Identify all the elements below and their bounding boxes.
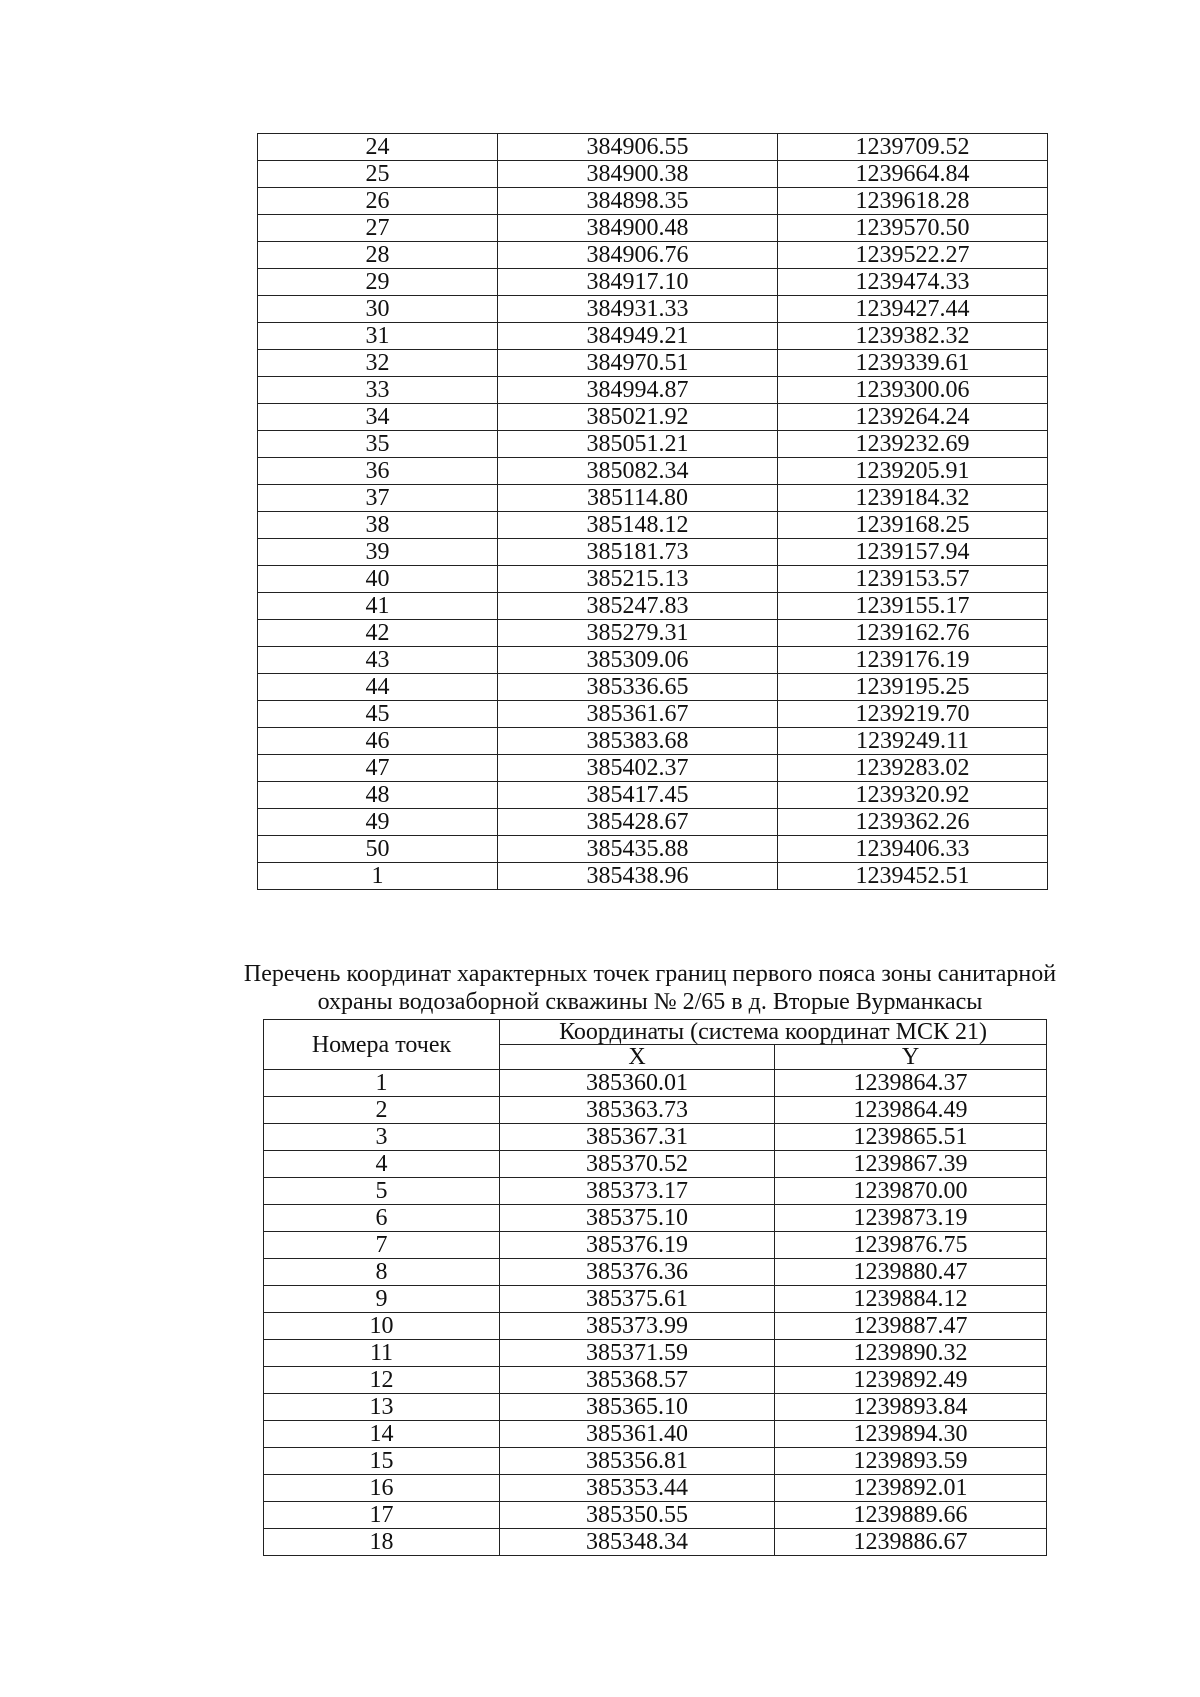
point-number-cell: 34 — [258, 404, 498, 431]
point-number-cell: 45 — [258, 701, 498, 728]
table-row — [264, 1232, 1047, 1259]
y-coordinate-cell: 1239382.32 — [778, 323, 1048, 350]
point-number-cell: 4 — [264, 1151, 500, 1178]
x-coordinate-cell: 385021.92 — [498, 404, 778, 431]
table-row — [258, 377, 1048, 404]
table-row — [264, 1259, 1047, 1286]
table-row — [258, 782, 1048, 809]
x-coordinate-cell: 385370.52 — [500, 1151, 775, 1178]
table-row — [258, 269, 1048, 296]
point-number-cell: 12 — [264, 1367, 500, 1394]
point-number-cell: 14 — [264, 1421, 500, 1448]
x-coordinate-cell: 385309.06 — [498, 647, 778, 674]
x-coordinate-cell: 384900.38 — [498, 161, 778, 188]
header-coordinates: Координаты (система координат МСК 21) — [500, 1020, 1047, 1045]
point-number-cell: 42 — [258, 620, 498, 647]
x-coordinate-cell: 385279.31 — [498, 620, 778, 647]
point-number-cell: 48 — [258, 782, 498, 809]
table-row — [264, 1529, 1047, 1556]
point-number-cell: 18 — [264, 1529, 500, 1556]
y-coordinate-cell: 1239864.49 — [775, 1097, 1047, 1124]
point-number-cell: 44 — [258, 674, 498, 701]
table-row — [258, 593, 1048, 620]
table-row — [264, 1475, 1047, 1502]
x-coordinate-cell: 385376.19 — [500, 1232, 775, 1259]
table-row — [258, 809, 1048, 836]
table-row — [258, 161, 1048, 188]
y-coordinate-cell: 1239176.19 — [778, 647, 1048, 674]
y-coordinate-cell: 1239300.06 — [778, 377, 1048, 404]
point-number-cell: 36 — [258, 458, 498, 485]
x-coordinate-cell: 385082.34 — [498, 458, 778, 485]
table-row — [258, 836, 1048, 863]
x-coordinate-cell: 385360.01 — [500, 1070, 775, 1097]
y-coordinate-cell: 1239195.25 — [778, 674, 1048, 701]
x-coordinate-cell: 385428.67 — [498, 809, 778, 836]
x-coordinate-cell: 385336.65 — [498, 674, 778, 701]
x-coordinate-cell: 385215.13 — [498, 566, 778, 593]
table-row — [264, 1097, 1047, 1124]
table-row — [258, 755, 1048, 782]
table-row — [258, 215, 1048, 242]
point-number-cell: 46 — [258, 728, 498, 755]
coordinates-table-body — [258, 134, 1048, 890]
x-coordinate-cell: 385367.31 — [500, 1124, 775, 1151]
point-number-cell: 16 — [264, 1475, 500, 1502]
table-row — [258, 431, 1048, 458]
table-row — [264, 1502, 1047, 1529]
y-coordinate-cell: 1239427.44 — [778, 296, 1048, 323]
y-coordinate-cell: 1239889.66 — [775, 1502, 1047, 1529]
table-row — [258, 485, 1048, 512]
table-row — [258, 350, 1048, 377]
table-row — [258, 296, 1048, 323]
table-row — [264, 1421, 1047, 1448]
y-coordinate-cell: 1239232.69 — [778, 431, 1048, 458]
table-row — [264, 1124, 1047, 1151]
x-coordinate-cell: 385373.99 — [500, 1313, 775, 1340]
y-coordinate-cell: 1239618.28 — [778, 188, 1048, 215]
x-coordinate-cell: 385371.59 — [500, 1340, 775, 1367]
point-number-cell: 24 — [258, 134, 498, 161]
table-row — [258, 701, 1048, 728]
x-coordinate-cell: 385348.34 — [500, 1529, 775, 1556]
table-row — [258, 566, 1048, 593]
point-number-cell: 17 — [264, 1502, 500, 1529]
table-row — [258, 134, 1048, 161]
point-number-cell: 43 — [258, 647, 498, 674]
table-row — [258, 620, 1048, 647]
coordinates-table-first-zone — [263, 1019, 1047, 1556]
point-number-cell: 10 — [264, 1313, 500, 1340]
x-coordinate-cell: 385438.96 — [498, 863, 778, 890]
point-number-cell: 5 — [264, 1178, 500, 1205]
y-coordinate-cell: 1239709.52 — [778, 134, 1048, 161]
x-coordinate-cell: 384931.33 — [498, 296, 778, 323]
point-number-cell: 38 — [258, 512, 498, 539]
y-coordinate-cell: 1239865.51 — [775, 1124, 1047, 1151]
y-coordinate-cell: 1239406.33 — [778, 836, 1048, 863]
point-number-cell: 30 — [258, 296, 498, 323]
table-row — [258, 188, 1048, 215]
y-coordinate-cell: 1239892.01 — [775, 1475, 1047, 1502]
point-number-cell: 32 — [258, 350, 498, 377]
y-coordinate-cell: 1239168.25 — [778, 512, 1048, 539]
table-caption — [180, 960, 1120, 1016]
point-number-cell: 41 — [258, 593, 498, 620]
x-coordinate-cell: 385417.45 — [498, 782, 778, 809]
y-coordinate-cell: 1239664.84 — [778, 161, 1048, 188]
table-row — [264, 1286, 1047, 1313]
point-number-cell: 6 — [264, 1205, 500, 1232]
table-row — [258, 728, 1048, 755]
point-number-cell: 11 — [264, 1340, 500, 1367]
y-coordinate-cell: 1239893.84 — [775, 1394, 1047, 1421]
table-row — [258, 242, 1048, 269]
x-coordinate-cell: 385361.67 — [498, 701, 778, 728]
table-row — [264, 1151, 1047, 1178]
y-coordinate-cell: 1239184.32 — [778, 485, 1048, 512]
table-row — [264, 1448, 1047, 1475]
x-coordinate-cell: 385363.73 — [500, 1097, 775, 1124]
point-number-cell: 2 — [264, 1097, 500, 1124]
table-row — [264, 1313, 1047, 1340]
table-row — [264, 1394, 1047, 1421]
point-number-cell: 33 — [258, 377, 498, 404]
table-row — [258, 404, 1048, 431]
y-coordinate-cell: 1239522.27 — [778, 242, 1048, 269]
y-coordinate-cell: 1239157.94 — [778, 539, 1048, 566]
y-coordinate-cell: 1239264.24 — [778, 404, 1048, 431]
point-number-cell: 31 — [258, 323, 498, 350]
x-coordinate-cell: 385114.80 — [498, 485, 778, 512]
point-number-cell: 7 — [264, 1232, 500, 1259]
x-coordinate-cell: 385356.81 — [500, 1448, 775, 1475]
x-coordinate-cell: 384906.76 — [498, 242, 778, 269]
x-coordinate-cell: 385051.21 — [498, 431, 778, 458]
table-row — [264, 1340, 1047, 1367]
point-number-cell: 1 — [258, 863, 498, 890]
x-coordinate-cell: 384917.10 — [498, 269, 778, 296]
table-row — [258, 674, 1048, 701]
point-number-cell: 29 — [258, 269, 498, 296]
x-coordinate-cell: 384900.48 — [498, 215, 778, 242]
x-coordinate-cell: 385383.68 — [498, 728, 778, 755]
y-coordinate-cell: 1239893.59 — [775, 1448, 1047, 1475]
point-number-cell: 8 — [264, 1259, 500, 1286]
y-coordinate-cell: 1239876.75 — [775, 1232, 1047, 1259]
point-number-cell: 39 — [258, 539, 498, 566]
y-coordinate-cell: 1239864.37 — [775, 1070, 1047, 1097]
caption-line-2: охраны водозаборной скважины № 2/65 в д. Вторые Вурманкасы — [317, 989, 983, 1015]
table-row — [258, 458, 1048, 485]
y-coordinate-cell: 1239283.02 — [778, 755, 1048, 782]
y-coordinate-cell: 1239320.92 — [778, 782, 1048, 809]
header-y: Y — [775, 1045, 1047, 1070]
table-row — [258, 647, 1048, 674]
y-coordinate-cell: 1239870.00 — [775, 1178, 1047, 1205]
y-coordinate-cell: 1239474.33 — [778, 269, 1048, 296]
x-coordinate-cell: 385350.55 — [500, 1502, 775, 1529]
table-row — [258, 323, 1048, 350]
x-coordinate-cell: 384970.51 — [498, 350, 778, 377]
point-number-cell: 47 — [258, 755, 498, 782]
x-coordinate-cell: 385375.61 — [500, 1286, 775, 1313]
x-coordinate-cell: 385361.40 — [500, 1421, 775, 1448]
y-coordinate-cell: 1239219.70 — [778, 701, 1048, 728]
table-header — [264, 1020, 1047, 1070]
y-coordinate-cell: 1239339.61 — [778, 350, 1048, 377]
x-coordinate-cell: 385376.36 — [500, 1259, 775, 1286]
point-number-cell: 37 — [258, 485, 498, 512]
x-coordinate-cell: 384898.35 — [498, 188, 778, 215]
table-row — [258, 512, 1048, 539]
table-row — [258, 539, 1048, 566]
point-number-cell: 35 — [258, 431, 498, 458]
y-coordinate-cell: 1239887.47 — [775, 1313, 1047, 1340]
point-number-cell: 26 — [258, 188, 498, 215]
x-coordinate-cell: 385365.10 — [500, 1394, 775, 1421]
y-coordinate-cell: 1239205.91 — [778, 458, 1048, 485]
point-number-cell: 9 — [264, 1286, 500, 1313]
point-number-cell: 50 — [258, 836, 498, 863]
point-number-cell: 27 — [258, 215, 498, 242]
caption-line-1: Перечень координат характерных точек границ первого пояса зоны санитарной — [243, 961, 1057, 987]
x-coordinate-cell: 384949.21 — [498, 323, 778, 350]
table-row — [264, 1178, 1047, 1205]
point-number-cell: 28 — [258, 242, 498, 269]
y-coordinate-cell: 1239155.17 — [778, 593, 1048, 620]
y-coordinate-cell: 1239362.26 — [778, 809, 1048, 836]
y-coordinate-cell: 1239452.51 — [778, 863, 1048, 890]
y-coordinate-cell: 1239867.39 — [775, 1151, 1047, 1178]
point-number-cell: 25 — [258, 161, 498, 188]
y-coordinate-cell: 1239894.30 — [775, 1421, 1047, 1448]
point-number-cell: 15 — [264, 1448, 500, 1475]
y-coordinate-cell: 1239873.19 — [775, 1205, 1047, 1232]
y-coordinate-cell: 1239880.47 — [775, 1259, 1047, 1286]
point-number-cell: 40 — [258, 566, 498, 593]
x-coordinate-cell: 385353.44 — [500, 1475, 775, 1502]
point-number-cell: 3 — [264, 1124, 500, 1151]
x-coordinate-cell: 385247.83 — [498, 593, 778, 620]
x-coordinate-cell: 385375.10 — [500, 1205, 775, 1232]
x-coordinate-cell: 384994.87 — [498, 377, 778, 404]
x-coordinate-cell: 384906.55 — [498, 134, 778, 161]
x-coordinate-cell: 385148.12 — [498, 512, 778, 539]
y-coordinate-cell: 1239892.49 — [775, 1367, 1047, 1394]
x-coordinate-cell: 385402.37 — [498, 755, 778, 782]
point-number-cell: 49 — [258, 809, 498, 836]
coordinates-table-body — [264, 1070, 1047, 1556]
x-coordinate-cell: 385181.73 — [498, 539, 778, 566]
y-coordinate-cell: 1239249.11 — [778, 728, 1048, 755]
y-coordinate-cell: 1239153.57 — [778, 566, 1048, 593]
y-coordinate-cell: 1239570.50 — [778, 215, 1048, 242]
point-number-cell: 13 — [264, 1394, 500, 1421]
x-coordinate-cell: 385368.57 — [500, 1367, 775, 1394]
x-coordinate-cell: 385435.88 — [498, 836, 778, 863]
y-coordinate-cell: 1239162.76 — [778, 620, 1048, 647]
table-row — [258, 863, 1048, 890]
y-coordinate-cell: 1239886.67 — [775, 1529, 1047, 1556]
y-coordinate-cell: 1239884.12 — [775, 1286, 1047, 1313]
header-x: X — [500, 1045, 775, 1070]
table-row — [264, 1070, 1047, 1097]
table-row — [264, 1367, 1047, 1394]
y-coordinate-cell: 1239890.32 — [775, 1340, 1047, 1367]
point-number-cell: 1 — [264, 1070, 500, 1097]
x-coordinate-cell: 385373.17 — [500, 1178, 775, 1205]
coordinates-table-continued — [257, 133, 1048, 890]
table-row — [264, 1205, 1047, 1232]
header-point-numbers: Номера точек — [264, 1020, 500, 1070]
